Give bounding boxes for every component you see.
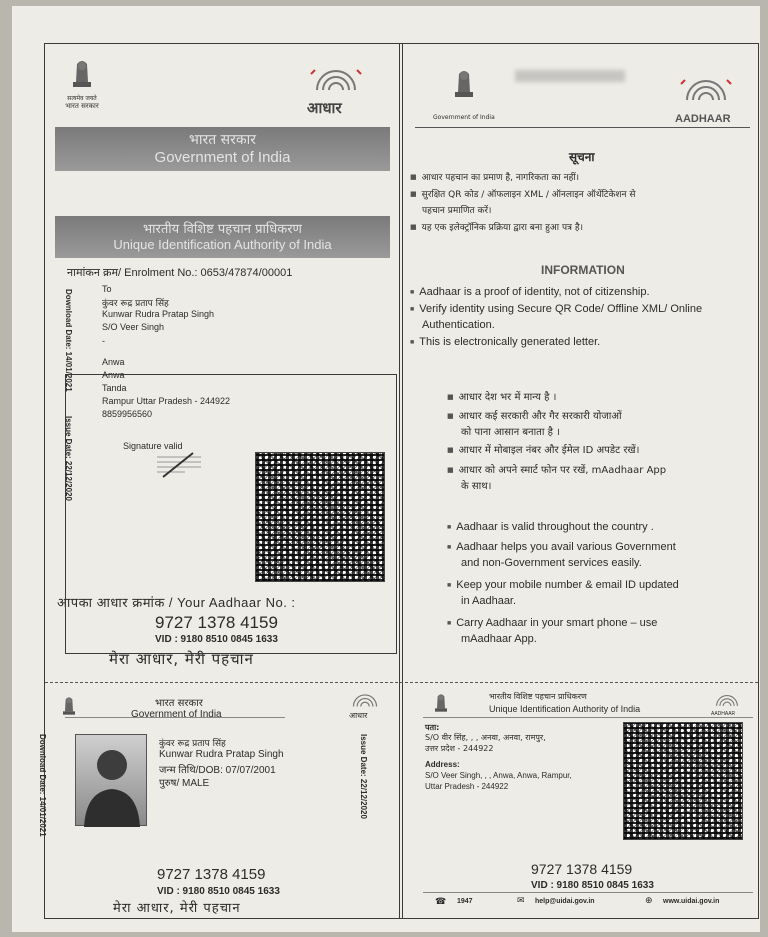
card-issue-date: Issue Date: 22/12/2020 bbox=[359, 734, 368, 819]
information-heading: INFORMATION bbox=[541, 263, 625, 277]
card-aadhaar-number: 9727 1378 4159 bbox=[157, 866, 266, 883]
aadhaar-logo-text-right: AADHAAR bbox=[675, 113, 731, 125]
back-vid-number: VID : 9180 8510 0845 1633 bbox=[531, 880, 654, 891]
aadhaar-logo-text: आधार bbox=[307, 99, 342, 117]
back-aadhaar-number: 9727 1378 4159 bbox=[531, 861, 633, 877]
card-gov-english: Government of India bbox=[131, 709, 222, 720]
gov-hindi: भारत सरकार bbox=[189, 132, 256, 148]
national-emblem-icon bbox=[67, 56, 97, 92]
national-emblem-icon-back bbox=[431, 691, 451, 715]
back-pata-label: पता: bbox=[425, 723, 440, 732]
uidai-english: Unique Identification Authority of India bbox=[113, 237, 332, 252]
notice-point-3: ■ यह एक इलेक्ट्रॉनिक प्रक्रिया द्वारा बना हुआ पत्र है। bbox=[410, 220, 583, 233]
gov-banner bbox=[55, 127, 390, 171]
national-emblem-icon-card bbox=[59, 694, 79, 718]
card-name-hindi: कुंवर रूद्र प्रताप सिंह bbox=[159, 739, 226, 749]
enrolment-number: नामांकन क्रम/ Enrolment No.: 0653/47874/00001 bbox=[67, 267, 293, 279]
header-divider bbox=[415, 127, 750, 128]
benefit-english-2: ■ Aadhaar helps you avail various Government bbox=[447, 541, 676, 553]
info-point-1: ■ Aadhaar is a proof of identity, not of citizenship. bbox=[410, 286, 650, 298]
your-aadhaar-label: आपका आधार क्रमांक / Your Aadhaar No. : bbox=[57, 595, 296, 610]
back-addr-eng-2: Uttar Pradesh - 244922 bbox=[425, 782, 509, 791]
address-dash: - bbox=[102, 336, 105, 346]
slogan: मेरा आधार, मेरी पहचान bbox=[109, 650, 254, 668]
address-line-3: Tanda bbox=[102, 383, 127, 393]
phone-icon: ☎ bbox=[435, 897, 447, 907]
benefit-hindi-1: ■ आधार देश भर में मान्य है । bbox=[447, 389, 556, 403]
email-icon: ✉ bbox=[517, 896, 525, 906]
aadhaar-letter-sheet bbox=[38, 43, 759, 919]
issue-date: Issue Date: 22/12/2020 bbox=[64, 416, 73, 501]
card-gender: पुरुष/ MALE bbox=[159, 778, 210, 789]
card-slogan: मेरा आधार, मेरी पहचान bbox=[113, 901, 241, 916]
back-addr-eng-1: S/O Veer Singh, , , Anwa, Anwa, Rampur, bbox=[425, 771, 572, 780]
info-point-2-cont: Authentication. bbox=[422, 319, 495, 331]
back-addr-hindi-1: S/O वीर सिंह, , , अनवा, अनवा, रामपुर, bbox=[425, 733, 546, 742]
center-divider bbox=[399, 44, 400, 918]
relation: S/O Veer Singh bbox=[102, 322, 165, 332]
back-footer-divider bbox=[423, 892, 753, 893]
benefit-english-3-cont: in Aadhaar. bbox=[461, 595, 517, 607]
card-header-divider bbox=[65, 717, 285, 718]
aadhaar-letter-paper bbox=[12, 6, 760, 932]
emblem-gov-caption: भारत सरकार bbox=[65, 102, 99, 110]
address-line-1: Anwa bbox=[102, 357, 125, 367]
back-email: help@uidai.gov.in bbox=[535, 898, 595, 905]
address-line-4: Rampur Uttar Pradesh - 244922 bbox=[102, 396, 231, 406]
back-address-label: Address: bbox=[425, 760, 460, 769]
notice-point-2: ■ सुरक्षित QR कोड / ऑफलाइन XML / ऑनलाइन ऑथेंटिकेशन से bbox=[410, 187, 635, 200]
benefit-hindi-4: ■ आधार को अपने स्मार्ट फोन पर रखें, mAadhaar App bbox=[447, 462, 666, 476]
card-vid-number: VID : 9180 8510 0845 1633 bbox=[157, 886, 280, 897]
uidai-hindi: भारतीय विशिष्ट पहचान प्राधिकरण bbox=[143, 222, 302, 237]
benefit-hindi-3: ■ आधार में मोबाइल नंबर और ईमेल ID अपडेट रखें। bbox=[447, 442, 639, 456]
back-uidai-english: Unique Identification Authority of India bbox=[489, 704, 641, 714]
vid-number: VID : 9180 8510 0845 1633 bbox=[155, 634, 278, 645]
aadhaar-number: 9727 1378 4159 bbox=[155, 613, 278, 632]
benefit-english-2-cont: and non-Government services easily. bbox=[461, 557, 642, 569]
emblem-caption: सत्यमेव जयते bbox=[67, 95, 97, 102]
benefit-hindi-2-cont: को पाना आसान बनाता है । bbox=[461, 427, 560, 438]
aadhaar-logo-icon bbox=[303, 64, 369, 100]
cut-line bbox=[45, 682, 758, 683]
qr-code-back bbox=[623, 722, 743, 840]
center-divider-2 bbox=[402, 44, 403, 918]
back-web: www.uidai.gov.in bbox=[663, 898, 720, 905]
card-name-english: Kunwar Rudra Pratap Singh bbox=[159, 749, 284, 760]
address-line-2: Anwa bbox=[102, 370, 125, 380]
aadhaar-logo-text-back: AADHAAR bbox=[711, 711, 736, 717]
card-dob: जन्म तिथि/DOB: 07/07/2001 bbox=[159, 765, 276, 776]
aadhaar-benefits-box bbox=[65, 374, 397, 654]
benefit-hindi-2: ■ आधार कई सरकारी और गैर सरकारी योजाओं bbox=[447, 408, 622, 422]
aadhaar-logo-icon-back bbox=[709, 690, 745, 712]
redacted-area bbox=[515, 70, 625, 82]
name-hindi: कुंवर रूद्र प्रताप सिंह bbox=[102, 299, 169, 309]
card-download-date: Download Date: 14/01/2021 bbox=[38, 734, 47, 837]
benefit-english-4-cont: mAadhaar App. bbox=[461, 633, 537, 645]
download-date: Download Date: 14/01/2021 bbox=[64, 289, 73, 392]
aadhaar-logo-icon-right bbox=[673, 74, 739, 108]
national-emblem-icon-right bbox=[449, 66, 479, 102]
notice-point-2-cont: पहचान प्रमाणित करें। bbox=[422, 206, 492, 216]
name-english: Kunwar Rudra Pratap Singh bbox=[102, 309, 215, 319]
benefit-english-1: ■ Aadhaar is valid throughout the country . bbox=[447, 521, 654, 533]
phone-number: 8859956560 bbox=[102, 409, 153, 419]
benefit-hindi-4-cont: के साथ। bbox=[461, 481, 492, 492]
benefit-english-4: ■ Carry Aadhaar in your smart phone – use bbox=[447, 617, 657, 629]
notice-heading: सूचना bbox=[569, 150, 595, 164]
notice-point-1: ■ आधार पहचान का प्रमाण है, नागरिकता का नहीं। bbox=[410, 170, 579, 183]
info-point-3: ■ This is electronically generated letter. bbox=[410, 336, 600, 348]
back-addr-hindi-2: उत्तर प्रदेश - 244922 bbox=[425, 744, 494, 753]
photo-avatar bbox=[75, 734, 147, 826]
back-uidai-hindi: भारतीय विशिष्ट पहचान प्राधिकरण bbox=[489, 692, 587, 701]
benefit-english-3: ■ Keep your mobile number & email ID updated bbox=[447, 579, 679, 591]
gov-english: Government of India bbox=[154, 149, 291, 166]
signature-label: Signature valid bbox=[123, 441, 183, 451]
web-icon: ⊕ bbox=[645, 896, 653, 906]
uidai-banner bbox=[55, 216, 390, 258]
back-header-divider bbox=[423, 717, 753, 718]
info-point-2: ■ Verify identity using Secure QR Code/ Offline XML/ Online bbox=[410, 303, 702, 315]
back-phone: 1947 bbox=[457, 898, 473, 905]
aadhaar-logo-text-card: आधार bbox=[349, 711, 368, 720]
card-gov-hindi: भारत सरकार bbox=[155, 698, 203, 709]
to-label: To bbox=[102, 284, 112, 294]
emblem-caption-right: Government of India bbox=[433, 114, 495, 121]
